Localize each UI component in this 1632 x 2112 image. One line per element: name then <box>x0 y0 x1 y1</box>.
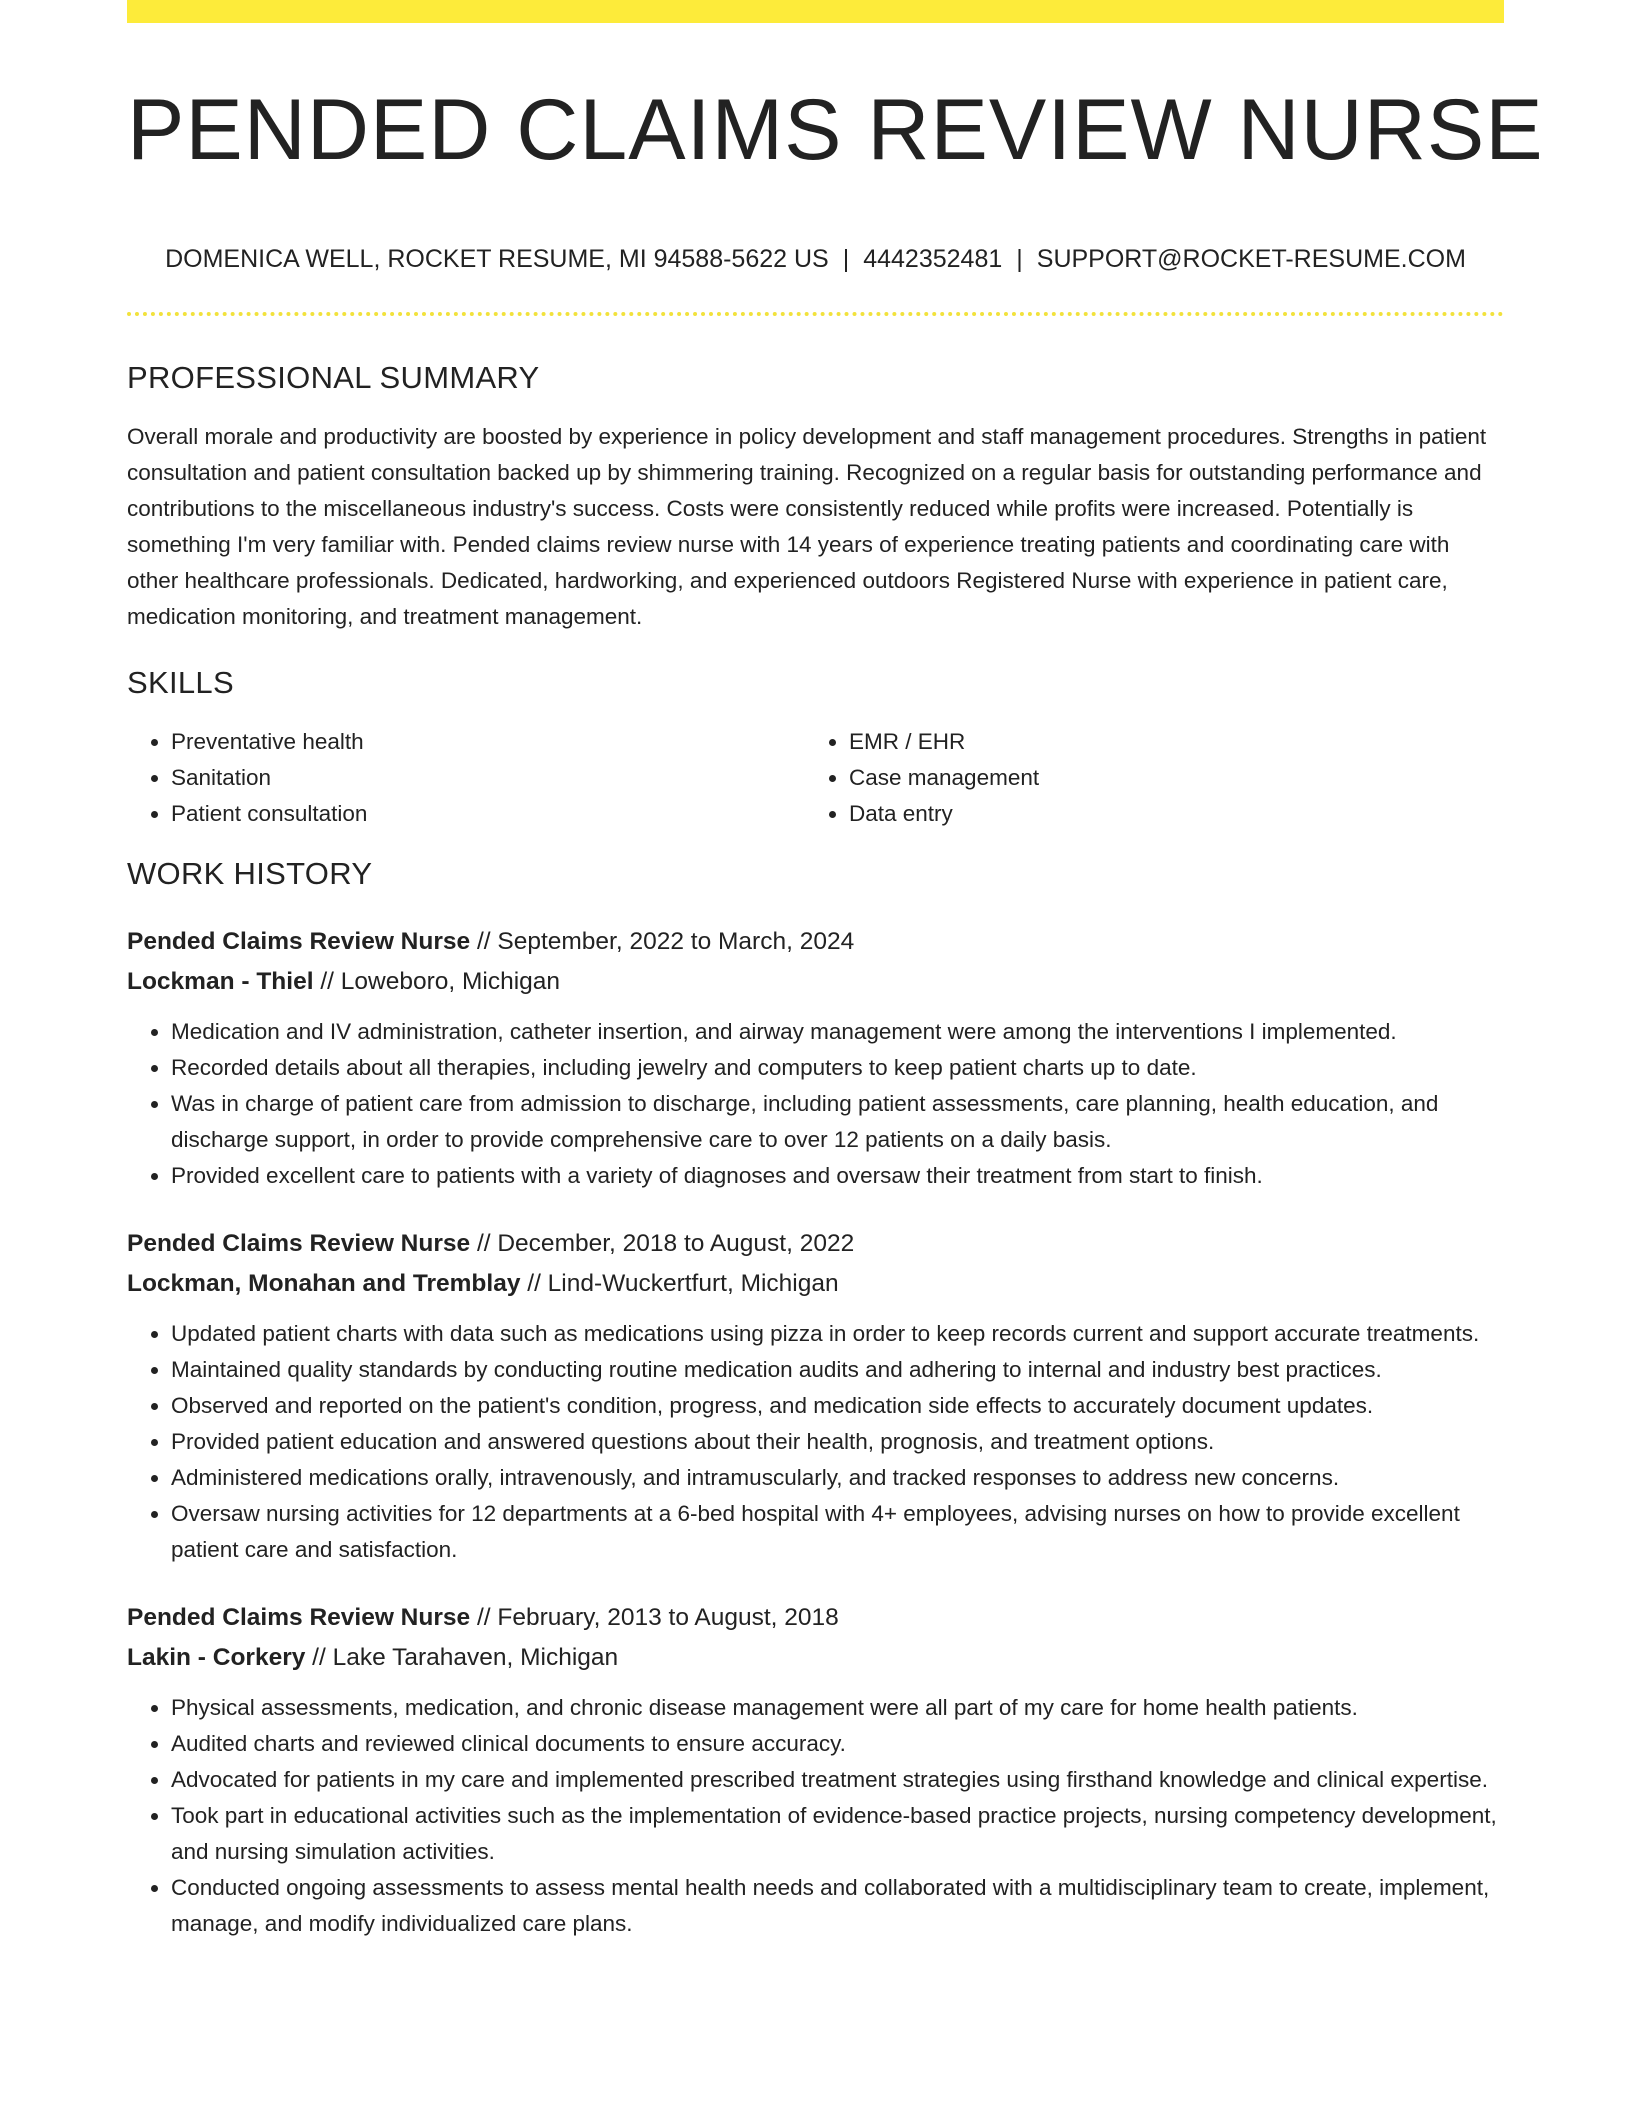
job-dates: // December, 2018 to August, 2022 <box>470 1230 855 1257</box>
job-company-line <box>127 962 1504 1002</box>
contact-address: DOMENICA WELL, ROCKET RESUME, MI 94588-5622 US <box>165 245 829 273</box>
job-list <box>127 922 1504 1942</box>
skill-item: • Data entry <box>849 796 1483 832</box>
job-company-line <box>127 1638 1504 1678</box>
contact-phone: 4442352481 <box>863 245 1003 273</box>
skill-item: • Sanitation <box>171 760 805 796</box>
job-bullets <box>127 1014 1504 1194</box>
job-bullet: • Updated patient charts with data such as medications using pizza in order to keep records current and support accurate treatments. <box>171 1316 1504 1352</box>
job-company: Lakin - Corkery <box>127 1644 306 1671</box>
job-dates: // February, 2013 to August, 2018 <box>470 1604 839 1631</box>
skill-item: • Case management <box>849 760 1483 796</box>
job-bullet: • Recorded details about all therapies, including jewelry and computers to keep patient charts up to date. <box>171 1050 1504 1086</box>
contact-line <box>127 244 1504 274</box>
job-title-line <box>127 1224 1504 1264</box>
job-location: // Lind-Wuckertfurt, Michigan <box>520 1270 839 1297</box>
job-bullet: • Medication and IV administration, catheter insertion, and airway management were among the interventions I implemented. <box>171 1014 1504 1050</box>
contact-separator: | <box>1016 245 1023 273</box>
job-bullet: • Took part in educational activities such as the implementation of evidence-based practice projects, nursing competency development, and nursing simulation activities. <box>171 1798 1504 1870</box>
job-entry <box>127 1224 1504 1568</box>
skills-list <box>127 724 1504 832</box>
job-title: Pended Claims Review Nurse <box>127 1230 471 1257</box>
work-history-heading: WORK HISTORY <box>127 856 373 891</box>
job-bullet: • Oversaw nursing activities for 12 departments at a 6-bed hospital with 4+ employees, advising nurses on how to provide excellent patient care and satisfaction. <box>171 1496 1504 1568</box>
job-title: Pended Claims Review Nurse <box>127 928 471 955</box>
skill-item: • Patient consultation <box>171 796 805 832</box>
job-company: Lockman, Monahan and Tremblay <box>127 1270 521 1297</box>
skill-item: • EMR / EHR <box>849 724 1483 760</box>
dotted-divider <box>127 312 1504 316</box>
job-bullet: • Maintained quality standards by conducting routine medication audits and adhering to internal and industry best practices. <box>171 1352 1504 1388</box>
skills-column-left <box>127 724 805 832</box>
job-location: // Lake Tarahaven, Michigan <box>305 1644 619 1671</box>
job-bullet: • Provided excellent care to patients with a variety of diagnoses and oversaw their treatment from start to finish. <box>171 1158 1504 1194</box>
job-bullet: • Audited charts and reviewed clinical documents to ensure accuracy. <box>171 1726 1504 1762</box>
summary-heading: PROFESSIONAL SUMMARY <box>127 360 540 395</box>
job-bullet: • Was in charge of patient care from admission to discharge, including patient assessments, care planning, health education, and discharge support, in order to provide comprehensive care to over 12 patients on a daily basis. <box>171 1086 1504 1158</box>
skills-heading: SKILLS <box>127 665 234 700</box>
job-title: Pended Claims Review Nurse <box>127 1604 471 1631</box>
job-bullets <box>127 1690 1504 1942</box>
contact-email: SUPPORT@ROCKET-RESUME.COM <box>1036 245 1466 273</box>
job-bullet: • Advocated for patients in my care and implemented prescribed treatment strategies using firsthand knowledge and clinical expertise. <box>171 1762 1504 1798</box>
job-entry <box>127 922 1504 1194</box>
job-bullet: • Observed and reported on the patient's condition, progress, and medication side effects to accurately document updates. <box>171 1388 1504 1424</box>
job-dates: // September, 2022 to March, 2024 <box>470 928 855 955</box>
job-company: Lockman - Thiel <box>127 968 314 995</box>
resume-content <box>127 0 1544 1942</box>
summary-text: Overall morale and productivity are boosted by experience in policy development and staff management procedures. Strengths in patient consultation and patient consultation backed up by shimmering training. Recognized on a regular basis for outstanding performance and contributions to the miscellaneous industry's success. Costs were consistently reduced while profits were increased. Potentially is something I'm very familiar with. Pended claims review nurse with 14 years of experience treating patients and coordinating care with other healthcare professionals. Dedicated, hardworking, and experienced outdoors Registered Nurse with experience in patient care, medication monitoring, and treatment management. <box>127 424 1487 629</box>
job-location: // Loweboro, Michigan <box>313 968 561 995</box>
job-bullets <box>127 1316 1504 1568</box>
job-entry <box>127 1598 1504 1942</box>
skills-column-right <box>805 724 1483 832</box>
job-title-line <box>127 922 1504 962</box>
job-bullet: • Conducted ongoing assessments to assess mental health needs and collaborated with a multidisciplinary team to create, implement, manage, and modify individualized care plans. <box>171 1870 1504 1942</box>
job-title-line <box>127 1598 1504 1638</box>
job-bullet: • Administered medications orally, intravenously, and intramuscularly, and tracked responses to address new concerns. <box>171 1460 1504 1496</box>
contact-separator: | <box>842 245 850 273</box>
resume-title: PENDED CLAIMS REVIEW NURSE <box>127 82 1544 178</box>
skill-item: • Preventative health <box>171 724 805 760</box>
job-bullet: • Provided patient education and answered questions about their health, prognosis, and treatment options. <box>171 1424 1504 1460</box>
job-bullet: • Physical assessments, medication, and chronic disease management were all part of my care for home health patients. <box>171 1690 1504 1726</box>
job-company-line <box>127 1264 1504 1304</box>
